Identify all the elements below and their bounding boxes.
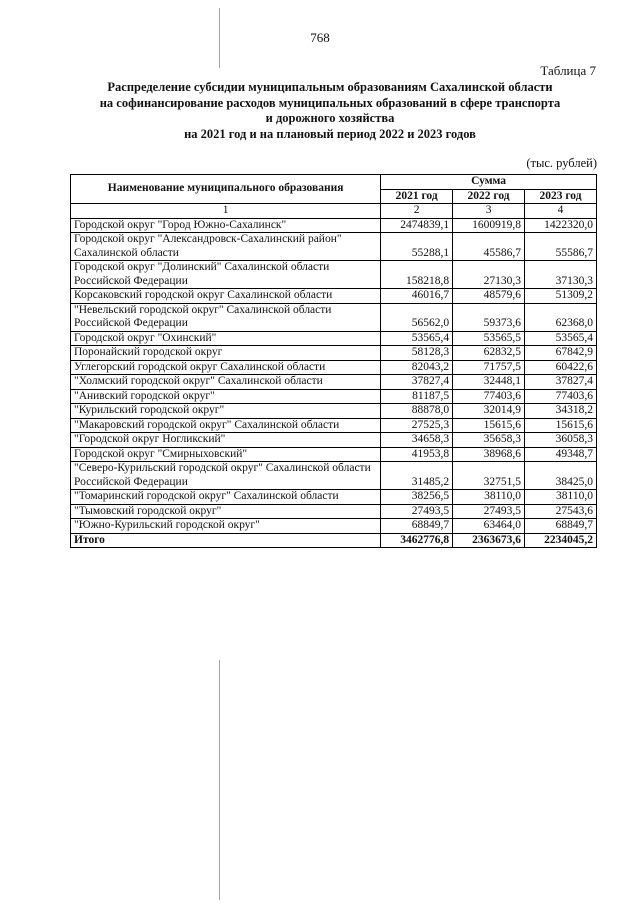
value-2021: 2474839,1	[381, 218, 453, 233]
header-name: Наименование муниципального образования	[71, 175, 381, 204]
value-2021: 41953,8	[381, 447, 453, 462]
value-2021: 38256,5	[381, 490, 453, 505]
value-2023: 15615,6	[525, 418, 597, 433]
value-2023: 1422320,0	[525, 218, 597, 233]
table-row	[71, 375, 597, 390]
table-row	[71, 404, 597, 419]
value-2021: 31485,2	[381, 462, 453, 490]
total-label: Итого	[71, 533, 381, 548]
table-row	[71, 303, 597, 331]
value-2021: 56562,0	[381, 303, 453, 331]
table-row	[71, 490, 597, 505]
value-2023: 68849,7	[525, 519, 597, 534]
table-row	[71, 433, 597, 448]
table-row	[71, 504, 597, 519]
value-2023: 37827,4	[525, 375, 597, 390]
page-number: 768	[310, 30, 330, 45]
title-line: и дорожного хозяйства	[265, 111, 395, 125]
title-line: на софинансирование расходов муниципальных образований в сфере транспорта	[99, 95, 561, 110]
value-2021: 58128,3	[381, 346, 453, 361]
table-row	[71, 218, 597, 233]
table-label: Таблица 7	[540, 63, 596, 78]
municipality-name: Городской округ "Город Южно-Сахалинск"	[71, 218, 381, 233]
value-2022: 27130,3	[453, 261, 525, 289]
value-2021: 82043,2	[381, 360, 453, 375]
total-row	[71, 533, 597, 548]
value-2022: 15615,6	[453, 418, 525, 433]
value-2022: 62832,5	[453, 346, 525, 361]
value-2022: 48579,6	[453, 289, 525, 304]
value-2023: 67842,9	[525, 346, 597, 361]
value-2022: 63464,0	[453, 519, 525, 534]
municipality-name: Углегорский городской округ Сахалинской области	[71, 360, 381, 375]
value-2023: 51309,2	[525, 289, 597, 304]
value-2023: 34318,2	[525, 404, 597, 419]
table-row	[71, 233, 597, 261]
value-2022: 32014,9	[453, 404, 525, 419]
value-2022: 35658,3	[453, 433, 525, 448]
total-2022: 2363673,6	[453, 533, 525, 548]
municipality-name: Городской округ "Смирныховский"	[71, 447, 381, 462]
value-2021: 88878,0	[381, 404, 453, 419]
scan-artifact-bottom	[219, 660, 220, 900]
value-2023: 55586,7	[525, 233, 597, 261]
subsidy-table	[70, 174, 597, 548]
value-2021: 46016,7	[381, 289, 453, 304]
municipality-name: "Томаринский городской округ" Сахалинской области	[71, 490, 381, 505]
municipality-name: "Городской округ Ногликский"	[71, 433, 381, 448]
unit-label: (тыс. рублей)	[526, 156, 597, 170]
value-2021: 81187,5	[381, 389, 453, 404]
value-2021: 68849,7	[381, 519, 453, 534]
table-row	[71, 289, 597, 304]
municipality-name: "Макаровский городской округ" Сахалинской области	[71, 418, 381, 433]
column-number: 2	[381, 204, 453, 219]
table-row	[71, 360, 597, 375]
value-2022: 32751,5	[453, 462, 525, 490]
value-2021: 27493,5	[381, 504, 453, 519]
total-2023: 2234045,2	[525, 533, 597, 548]
value-2022: 53565,5	[453, 331, 525, 346]
table-row	[71, 519, 597, 534]
municipality-name: "Холмский городской округ" Сахалинской области	[71, 375, 381, 390]
column-number: 3	[453, 204, 525, 219]
value-2021: 53565,4	[381, 331, 453, 346]
value-2022: 38968,6	[453, 447, 525, 462]
value-2022: 32448,1	[453, 375, 525, 390]
value-2022: 27493,5	[453, 504, 525, 519]
value-2021: 37827,4	[381, 375, 453, 390]
value-2022: 38110,0	[453, 490, 525, 505]
table-row	[71, 261, 597, 289]
municipality-name: "Курильский городской округ"	[71, 404, 381, 419]
municipality-name: Городской округ "Долинский" Сахалинской области Российской Федерации	[71, 261, 381, 289]
document-title	[60, 80, 600, 142]
value-2021: 34658,3	[381, 433, 453, 448]
table-row	[71, 389, 597, 404]
table-row	[71, 346, 597, 361]
value-2023: 38425,0	[525, 462, 597, 490]
value-2022: 1600919,8	[453, 218, 525, 233]
municipality-name: "Невельский городской округ" Сахалинской области Российской Федерации	[71, 303, 381, 331]
value-2023: 62368,0	[525, 303, 597, 331]
value-2022: 77403,6	[453, 389, 525, 404]
value-2022: 59373,6	[453, 303, 525, 331]
title-line: Распределение субсидии муниципальным образованиям Сахалинской области	[107, 80, 553, 94]
value-2022: 71757,5	[453, 360, 525, 375]
value-2023: 37130,3	[525, 261, 597, 289]
value-2023: 77403,6	[525, 389, 597, 404]
municipality-name: Городской округ "Охинский"	[71, 331, 381, 346]
header-year-2021: 2021 год	[381, 189, 453, 204]
value-2023: 60422,6	[525, 360, 597, 375]
value-2021: 55288,1	[381, 233, 453, 261]
total-2021: 3462776,8	[381, 533, 453, 548]
table-row	[71, 462, 597, 490]
municipality-name: Городской округ "Александровск-Сахалинский район" Сахалинской области	[71, 233, 381, 261]
municipality-name: Корсаковский городской округ Сахалинской области	[71, 289, 381, 304]
header-sum: Сумма	[381, 175, 597, 190]
value-2021: 27525,3	[381, 418, 453, 433]
header-year-2022: 2022 год	[453, 189, 525, 204]
value-2023: 27543,6	[525, 504, 597, 519]
table-row	[71, 331, 597, 346]
value-2023: 38110,0	[525, 490, 597, 505]
table-body	[71, 218, 597, 533]
municipality-name: "Южно-Курильский городской округ"	[71, 519, 381, 534]
municipality-name: Поронайский городской округ	[71, 346, 381, 361]
value-2023: 49348,7	[525, 447, 597, 462]
value-2021: 158218,8	[381, 261, 453, 289]
value-2023: 53565,4	[525, 331, 597, 346]
municipality-name: "Тымовский городской округ"	[71, 504, 381, 519]
table-row	[71, 418, 597, 433]
header-year-2023: 2023 год	[525, 189, 597, 204]
column-number: 4	[525, 204, 597, 219]
municipality-name: "Анивский городской округ"	[71, 389, 381, 404]
title-line: на 2021 год и на плановый период 2022 и 2023 годов	[184, 126, 476, 141]
municipality-name: "Северо-Курильский городской округ" Сахалинской области Российской Федерации	[71, 462, 381, 490]
column-number: 1	[71, 204, 381, 219]
table-row	[71, 447, 597, 462]
value-2023: 36058,3	[525, 433, 597, 448]
value-2022: 45586,7	[453, 233, 525, 261]
